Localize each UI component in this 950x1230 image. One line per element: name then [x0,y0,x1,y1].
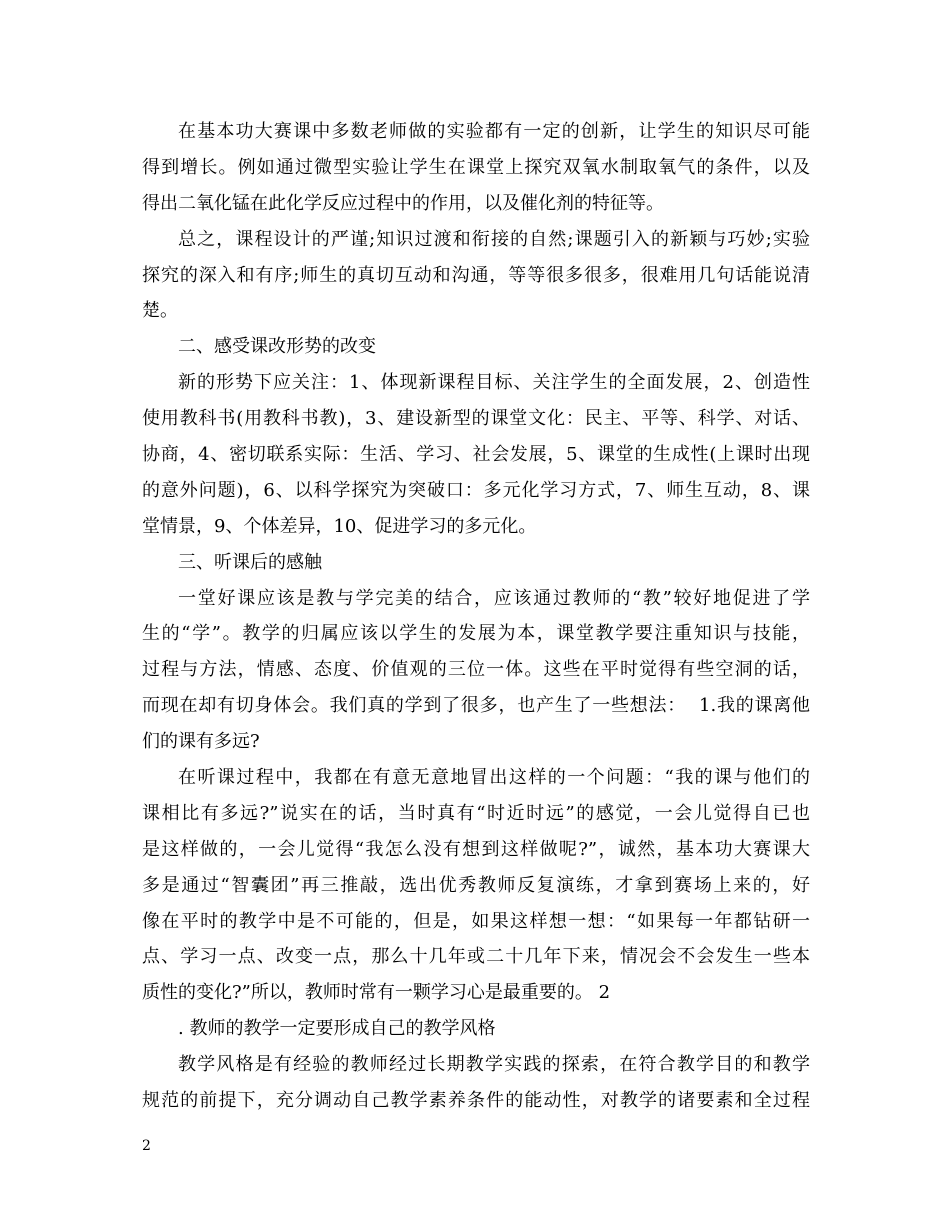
paragraph-line: 们的课有多远? [142,731,260,753]
paragraph-line: 新的形势下应关注：1、体现新课程目标、关注学生的全面发展，2、创造性 [178,372,810,394]
paragraph-line: 点、学习一点、改变一点，那么十几年或二十几年下来，情况会不会发生一些本 [142,946,810,968]
paragraph-line: 一堂好课应该是教与学完美的结合，应该通过教师的“教”较好地促进了学 [178,587,810,609]
paragraph-line: 总之，课程设计的严谨;知识过渡和衔接的自然;课题引入的新颖与巧妙;实验 [178,228,810,250]
paragraph-line: 协商，4、密切联系实际：生活、学习、社会发展，5、课堂的生成性(上课时出现 [142,444,810,466]
paragraph-line: 是这样做的，一会儿觉得“我怎么没有想到这样做呢?”，诚然，基本功大赛课大 [142,838,810,860]
paragraph-line: 质性的变化?”所以，教师时常有一颗学习心是最重要的。 2 [142,982,611,1004]
paragraph-line: 而现在却有切身体会。我们真的学到了很多，也产生了一些想法： 1.我的课离他 [142,695,810,717]
paragraph-line: 在听课过程中，我都在有意无意地冒出这样的一个问题：“我的课与他们的 [178,767,810,789]
paragraph-line: 规范的前提下，充分调动自己教学素养条件的能动性，对教学的诸要素和全过程 [142,1090,810,1112]
section-heading: . 教师的教学一定要形成自己的教学风格 [178,1018,496,1040]
paragraph-line: 堂情景，9、个体差异，10、促进学习的多元化。 [142,515,537,537]
paragraph-line: 课相比有多远?”说实在的话，当时真有“时近时远”的感觉，一会儿觉得自已也 [142,802,810,824]
paragraph-line: 教学风格是有经验的教师经过长期教学实践的探索，在符合教学目的和教学 [178,1054,810,1076]
paragraph-line: 探究的深入和有序;师生的真切互动和沟通，等等很多很多，很难用几句话能说清 [142,264,810,286]
paragraph-line: 楚。 [142,300,178,322]
paragraph-line: 生的“学”。教学的归属应该以学生的发展为本，课堂教学要注重知识与技能， [142,623,810,645]
paragraph-line: 过程与方法，情感、态度、价值观的三位一体。这些在平时觉得有些空洞的话， [142,659,810,681]
paragraph-line: 使用教科书(用教科书教)，3、建设新型的课堂文化：民主、平等、科学、对话、 [142,408,810,430]
page-number: 2 [142,1138,151,1154]
paragraph-line: 得到增长。例如通过微型实验让学生在课堂上探究双氧水制取氧气的条件，以及 [142,156,810,178]
document-body [142,114,810,1119]
section-heading: 二、感受课改形势的改变 [178,336,376,358]
paragraph-line: 多是通过“智囊团”再三推敲，选出优秀教师反复演练，才拿到赛场上来的，好 [142,874,810,896]
paragraph-line: 得出二氧化锰在此化学反应过程中的作用，以及催化剂的特征等。 [142,192,664,214]
paragraph-line: 像在平时的教学中是不可能的，但是，如果这样想一想：“如果每一年都钻研一 [142,910,810,932]
section-heading: 三、听课后的感触 [178,551,322,573]
paragraph-line: 的意外问题)，6、以科学探究为突破口：多元化学习方式，7、师生互动，8、课 [142,479,810,501]
paragraph-line: 在基本功大赛课中多数老师做的实验都有一定的创新，让学生的知识尽可能 [178,121,810,142]
